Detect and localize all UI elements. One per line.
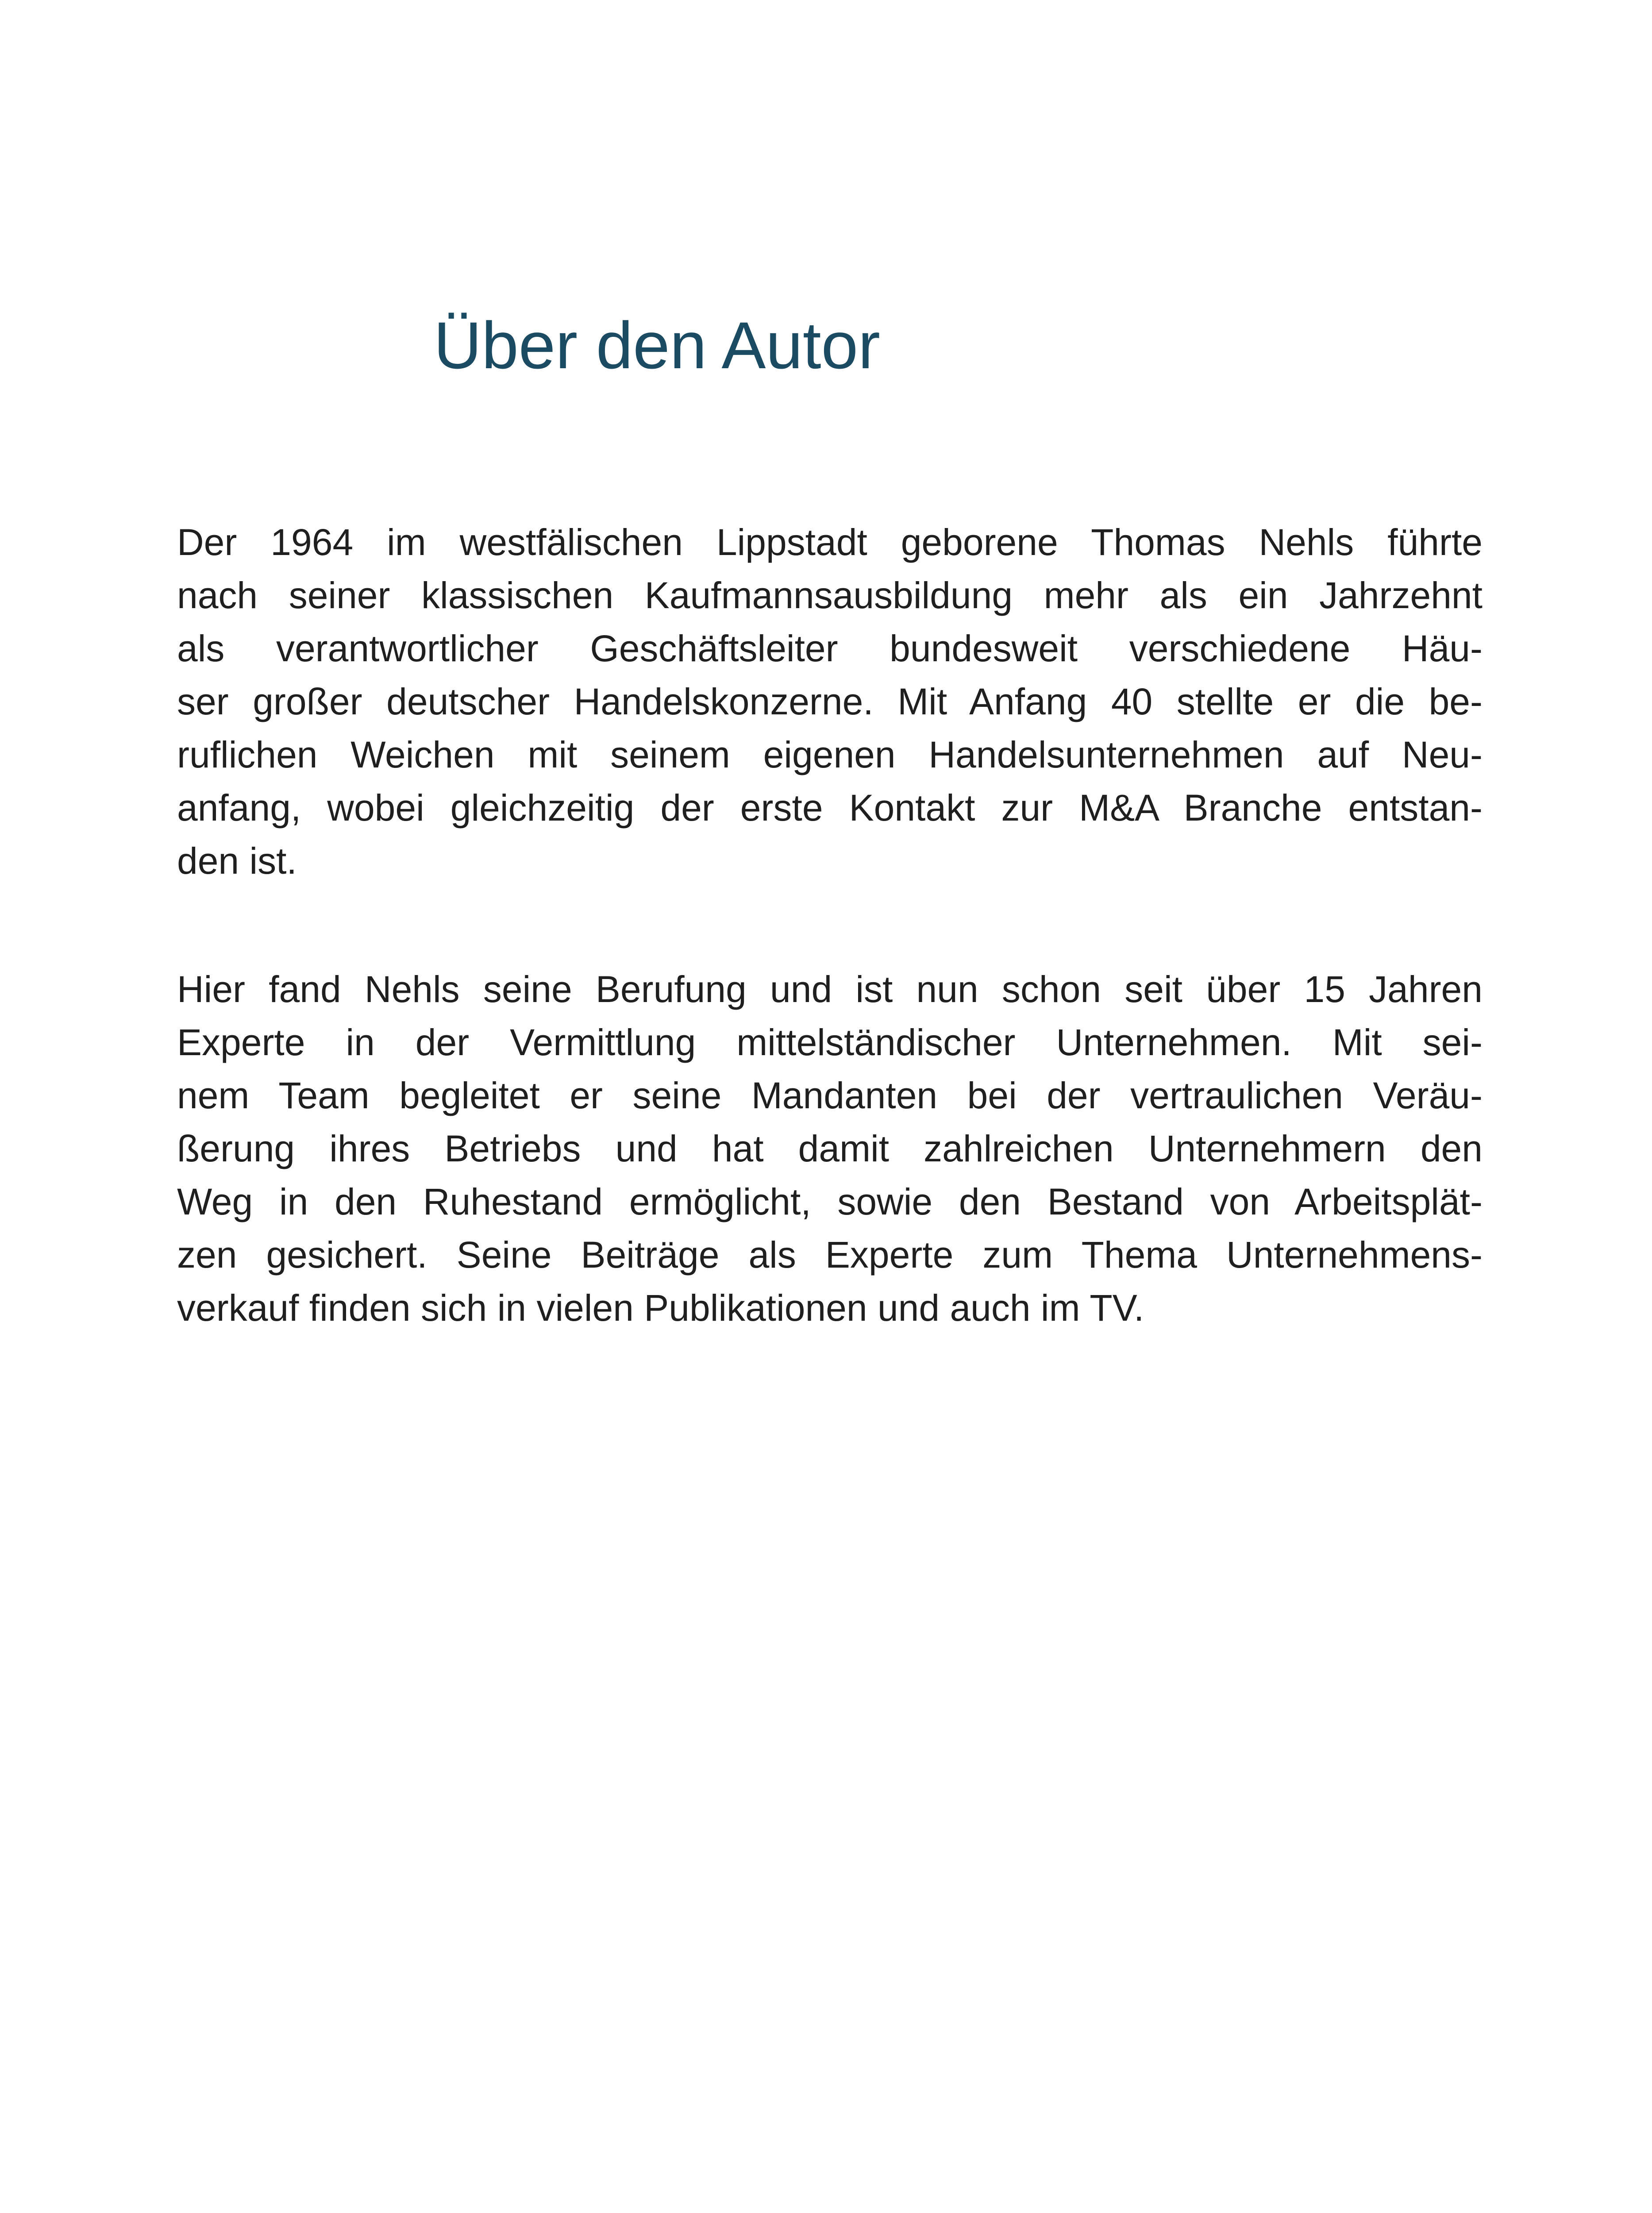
author-paragraph-1 [177, 516, 1483, 887]
paragraph-line: zen gesichert. Seine Beiträge als Experte zum Thema Unternehmens- [177, 1234, 1483, 1276]
paragraph-line: Experte in der Vermittlung mittelständischer Unternehmen. Mit sei- [177, 1022, 1483, 1063]
paragraph-line: Weg in den Ruhestand ermöglicht, sowie den Bestand von Arbeitsplät- [177, 1181, 1483, 1222]
paragraph-line: ser großer deutscher Handelskonzerne. Mit Anfang 40 stellte er die be- [177, 681, 1483, 722]
page-title: Über den Autor [434, 308, 880, 382]
paragraph-line: anfang, wobei gleichzeitig der erste Kontakt zur M&A Branche entstan- [177, 787, 1483, 829]
paragraph-line: ruflichen Weichen mit seinem eigenen Handelsunternehmen auf Neu- [177, 734, 1483, 775]
paragraph-line: nach seiner klassischen Kaufmannsausbildung mehr als ein Jahrzehnt [177, 574, 1483, 616]
paragraph-line: Der 1964 im westfälischen Lippstadt geborene Thomas Nehls führte [177, 521, 1483, 563]
paragraph-line: nem Team begleitet er seine Mandanten bei der vertraulichen Veräu- [177, 1075, 1483, 1116]
paragraph-line: als verantwortlicher Geschäftsleiter bundesweit verschiedene Häu- [177, 628, 1483, 669]
paragraph-line: ßerung ihres Betriebs und hat damit zahlreichen Unternehmern den [177, 1128, 1483, 1169]
paragraph-line: verkauf finden sich in vielen Publikationen und auch im TV. [177, 1287, 1144, 1329]
author-paragraph-2 [177, 963, 1483, 1334]
paragraph-line: Hier fand Nehls seine Berufung und ist nun schon seit über 15 Jahren [177, 968, 1483, 1010]
paragraph-line: den ist. [177, 840, 297, 882]
